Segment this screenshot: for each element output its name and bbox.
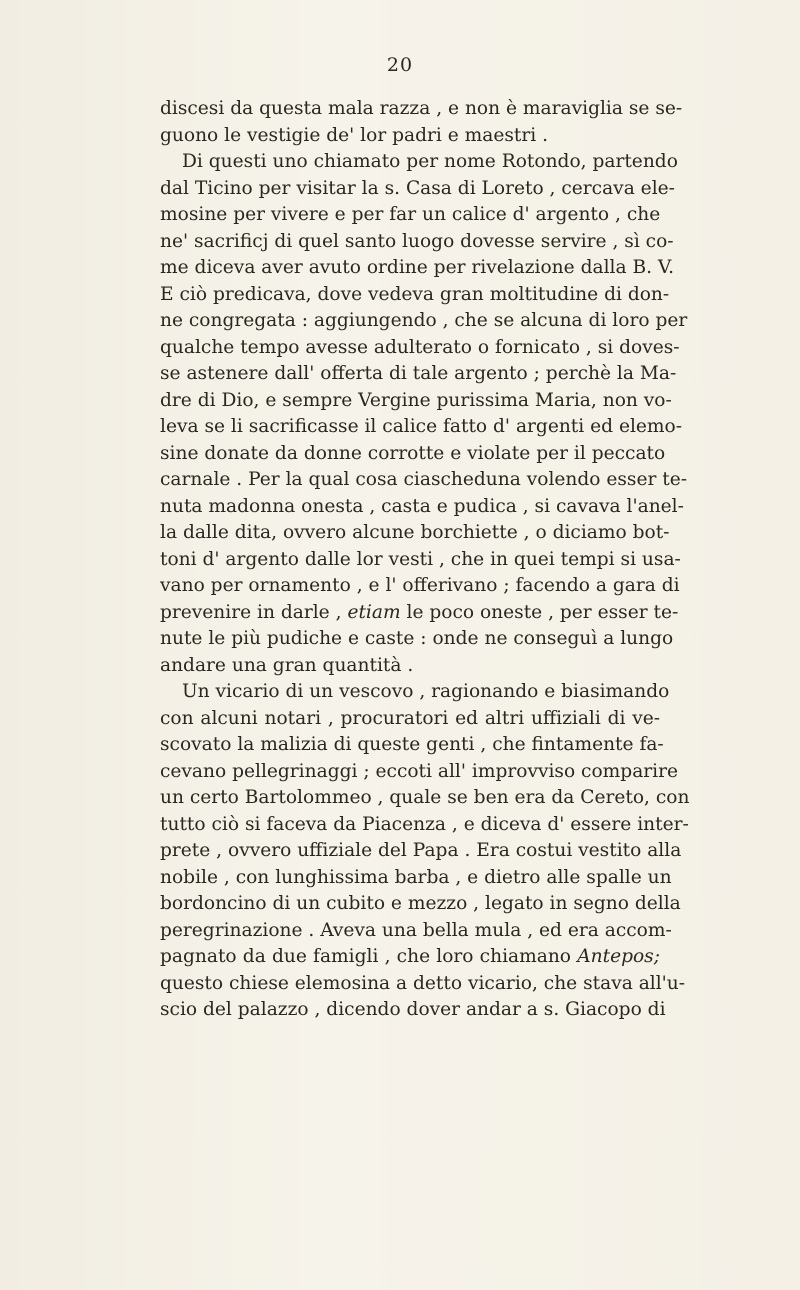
text-fragment: prevenire in darle , (160, 601, 342, 623)
text-line: nuta madonna onesta , casta e pudica , si cavava l'anel- (160, 495, 684, 517)
text-line: bordoncino di un cubito e mezzo , legato in segno della (160, 893, 681, 914)
text-line: Di questi uno chiamato per nome Rotondo, partendo (182, 151, 678, 172)
text-line: con alcuni notari , procuratori ed altri uffiziali di ve- (160, 707, 660, 729)
text-fragment: pagnato da due famigli , che loro chiamano (160, 946, 571, 967)
text-line: ne congregata : aggiungendo , che se alcuna di loro per (160, 310, 688, 331)
text-line: E ciò predicava, dove vedeva gran moltitudine di don- (160, 283, 670, 305)
text-line: nobile , con lunghissima barba , e dietro alle spalle un (160, 866, 672, 888)
page-number: 20 (386, 54, 414, 76)
text-line: ne' sacrificj di quel santo luogo dovesse servire , sì co- (160, 230, 674, 252)
text-line: Un vicario di un vescovo , ragionando e biasimando (182, 681, 670, 702)
text-line (160, 944, 660, 971)
text-line: peregrinazione . Aveva una bella mula , ed era accom- (160, 919, 672, 941)
text-line: sine donate da donne corrotte e violate per il peccato (160, 442, 666, 464)
text-fragment: le poco oneste , per esser te- (406, 601, 679, 623)
text-line: se astenere dall' offerta di tale argento ; perchè la Ma- (160, 363, 677, 384)
text-line: discesi da questa mala razza , e non è maraviglia se se- (160, 98, 683, 119)
text-line: dre di Dio, e sempre Vergine purissima Maria, non vo- (160, 389, 672, 411)
body-text (160, 96, 690, 1024)
text-line: leva se li sacrificasse il calice fatto d' argenti ed elemo- (160, 416, 683, 437)
text-line: vano per ornamento , e l' offerivano ; facendo a gara di (160, 575, 680, 596)
text-line: carnale . Per la qual cosa ciascheduna volendo esser te- (160, 469, 688, 490)
text-line: andare una gran quantità . (160, 654, 414, 676)
text-line: me diceva aver avuto ordine per rivelazione dalla B. V. (160, 257, 675, 278)
italic-word: etiam (347, 601, 401, 623)
text-line: questo chiese elemosina a detto vicario, che stava all'u- (160, 972, 686, 994)
text-line: guono le vestigie de' lor padri e maestri . (160, 124, 549, 146)
text-line (160, 600, 679, 627)
italic-word: Antepos; (577, 946, 660, 967)
text-line: un certo Bartolommeo , quale se ben era da Cereto, con (160, 787, 690, 808)
text-line: prete , ovvero uffiziale del Papa . Era costui vestito alla (160, 840, 682, 861)
text-line: toni d' argento dalle lor vesti , che in quei tempi si usa- (160, 548, 681, 570)
text-line: mosine per vivere e per far un calice d' argento , che (160, 204, 661, 225)
text-line: la dalle dita, ovvero alcune borchiette , o diciamo bot- (160, 522, 670, 543)
text-line: scio del palazzo , dicendo dover andar a s. Giacopo di (160, 999, 666, 1020)
text-line: scovato la malizia di queste genti , che fintamente fa- (160, 734, 664, 755)
text-line: cevano pellegrinaggi ; eccoti all' improvviso comparire (160, 760, 679, 782)
text-line: dal Ticino per visitar la s. Casa di Loreto , cercava ele- (160, 177, 675, 199)
text-line: tutto ciò si faceva da Piacenza , e diceva d' essere inter- (160, 813, 689, 835)
text-line: nute le più pudiche e caste : onde ne conseguì a lungo (160, 628, 674, 649)
text-line: qualche tempo avesse adulterato o fornicato , si doves- (160, 336, 680, 358)
